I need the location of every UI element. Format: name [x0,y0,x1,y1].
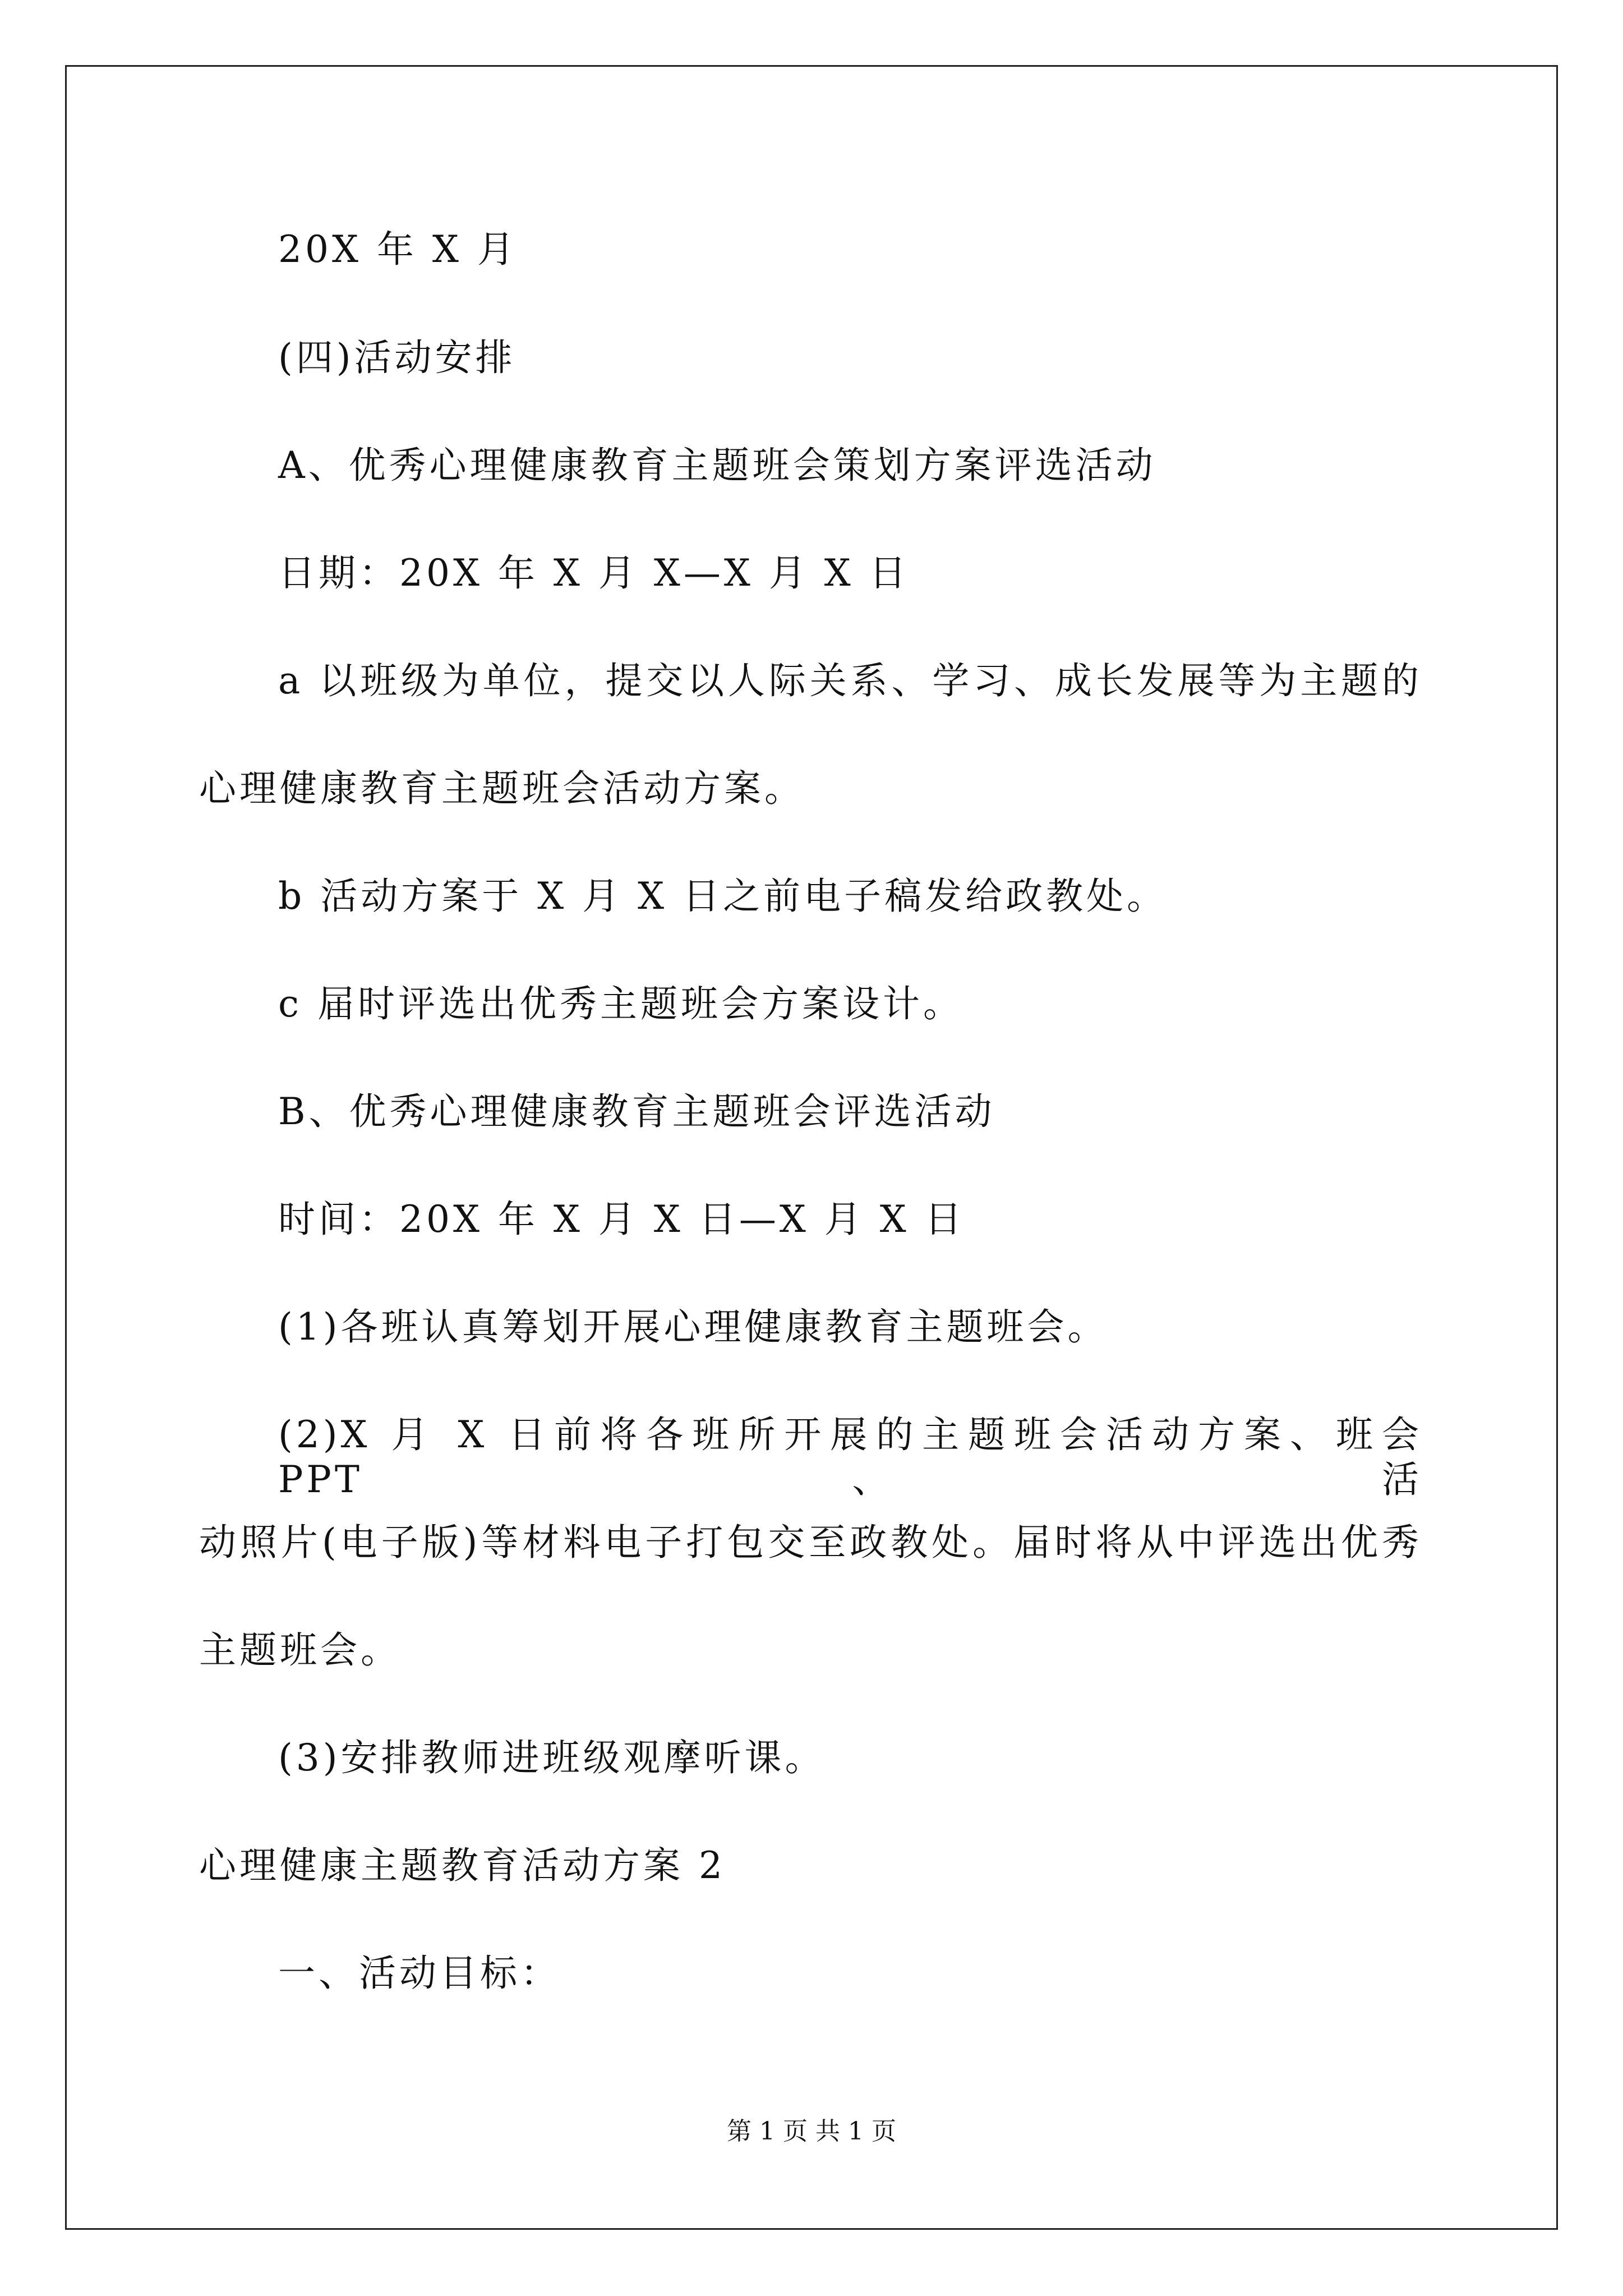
item-2-line-3: 主题班会。 [199,1628,401,1672]
section-heading-goals: 一、活动目标： [278,1952,561,1995]
paragraph-b: b 活动方案于 X 月 X 日之前电子稿发给政教处。 [278,875,1168,918]
section-heading-activity-arrangement: (四)活动安排 [278,336,516,379]
paragraph-a-line-1: a 以班级为单位，提交以人际关系、学习、成长发展等为主题的 [278,659,1422,702]
activity-b-time: 时间：20X 年 X 月 X 日—X 月 X 日 [278,1198,965,1241]
activity-a-date: 日期：20X 年 X 月 X—X 月 X 日 [278,551,910,595]
paragraph-a-line-2: 心理健康教育主题班会活动方案。 [199,767,805,810]
item-3: (3)安排教师进班级观摩听课。 [278,1736,826,1779]
page-border [65,65,1558,2230]
item-1: (1)各班认真筹划开展心理健康教育主题班会。 [278,1305,1108,1349]
paragraph-c: c 届时评选出优秀主题班会方案设计。 [278,982,963,1025]
item-2-line-2: 动照片(电子版)等材料电子打包交至政教处。届时将从中评选出优秀 [199,1521,1422,1564]
page-footer: 第 1 页 共 1 页 [727,2117,896,2146]
activity-a-heading: A、优秀心理健康教育主题班会策划方案评选活动 [278,444,1156,487]
item-2-line-1: (2)X 月 X 日前将各班所开展的主题班会活动方案、班会 PPT、活 [278,1413,1422,1501]
activity-b-heading: B、优秀心理健康教育主题班会评选活动 [278,1090,995,1133]
section-title-plan-2: 心理健康主题教育活动方案 2 [199,1844,726,1887]
date-line: 20X 年 X 月 [278,228,518,271]
